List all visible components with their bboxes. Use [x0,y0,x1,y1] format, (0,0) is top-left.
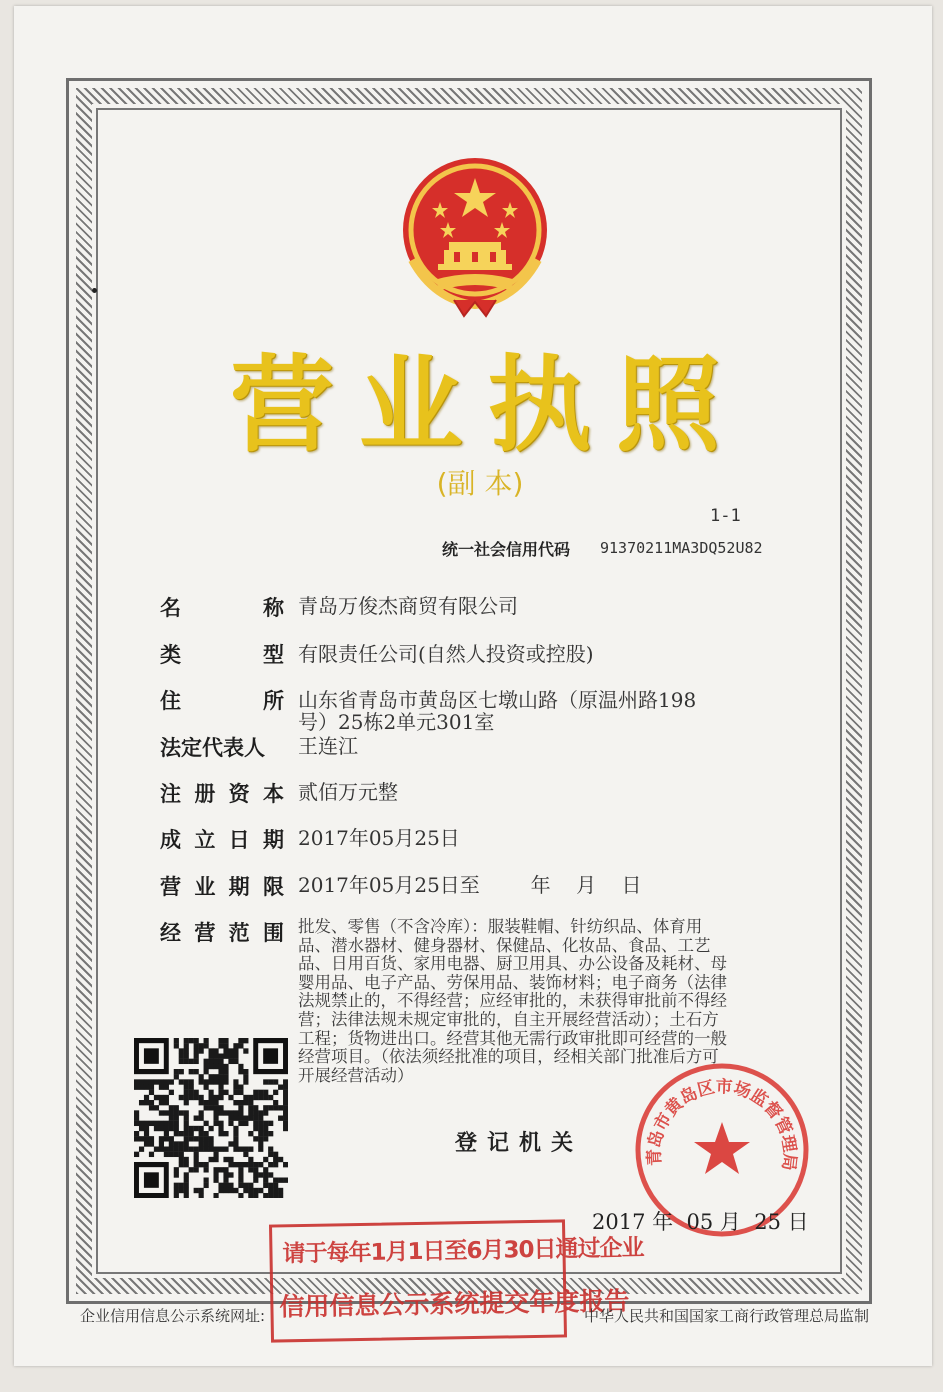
scope-line: 批发、零售（不含冷库）：服装鞋帽、针纺织品、体育用 [298,917,703,936]
scope-line: 婴用品、电子产品、劳保用品、装饰材料；电子商务（法律 [298,972,727,992]
label-char: 限 [262,875,284,899]
label-char: 经 [160,921,181,945]
name-value: 青岛万俊杰商贸有限公司 [298,594,518,618]
scope-line: 开展经营活动） [298,1065,414,1085]
registration-authority-label: 登记机关 [455,1131,584,1156]
label-char: 注 [160,782,181,806]
label-char: 称 [263,596,284,620]
established-value: 2017年05月25日 [298,826,460,850]
label-char: 名 [160,596,181,620]
label-char: 营 [194,921,216,945]
capital-value: 贰佰万元整 [298,780,398,804]
label-char: 型 [263,643,284,667]
footer-website-label: 企业信用信息公示系统网址: [80,1307,266,1325]
label-char: 日 [228,828,250,852]
label-char: 营 [160,875,181,899]
scope-line: 法规禁止的，不得经营；应经审批的，未获得审批前不得经 [298,991,727,1011]
title-char: 营 [230,344,335,466]
label-char: 资 [228,782,250,806]
national-emblem-icon [394,150,556,320]
established-label [160,824,284,854]
term-value: 2017年05月25日至 年 月 日 [298,873,642,897]
name-label [160,592,284,622]
label-char: 期 [262,828,284,852]
type-label [160,639,284,669]
address-value-line2: 号）25栋2单元301室 [298,710,495,734]
credit-code-label: 统一社会信用代码 [442,540,571,559]
label-char: 成 [160,828,181,852]
label-char: 册 [194,782,216,806]
copy-subtitle: (副 本) [436,467,524,500]
credit-code-value: 91370211MA3DQ52U82 [600,539,763,557]
title-char: 执 [487,344,592,466]
scope-line: 品、日用百货、家用电器、厨卫用具、办公设备及耗材、母 [298,954,727,974]
title-char: 业 [358,344,463,466]
license-title [230,336,720,466]
footer-issuer: 中华人民共和国国家工商行政管理总局监制 [584,1307,870,1325]
type-value: 有限责任公司(自然人投资或控股) [298,642,594,666]
term-label [160,871,284,901]
scope-label [160,917,284,947]
label-char: 期 [228,875,250,899]
address-label [160,685,284,715]
label-char: 围 [262,921,284,945]
registration-date: 2017 年 05 月 25 日 [592,1210,809,1234]
label-char: 立 [194,828,216,852]
label-char: 所 [263,689,284,713]
address-value-line1: 山东省青岛市黄岛区七墩山路（原温州路198 [298,688,697,712]
label-char: 住 [160,689,181,713]
annual-stamp-line2: 信用信息公示系统提交年度报告 [279,1286,630,1322]
label-char: 范 [228,921,250,945]
seal-text: 青岛市黄岛区市场监督管理局 [644,1077,800,1172]
annual-report-stamp [269,1219,644,1342]
qr-code-icon[interactable] [134,1038,288,1198]
scope-line: 品、潜水器材、健身器材、保健品、化妆品、食品、工艺 [298,935,711,955]
label-char: 业 [194,875,216,899]
ink-dot [92,288,97,293]
scope-line: 营；法律法规未规定审批的，自主开展经营活动）；土石方 [298,1009,719,1029]
label-char: 类 [160,643,181,667]
title-char: 照 [615,344,720,466]
label-char: 本 [262,782,284,806]
scope-line: 经营项目。（依法须经批准的项目，经相关部门批准后方可 [298,1047,719,1067]
scope-line: 工程；货物进出口。经营其他无需行政审批即可经营的一般 [298,1028,727,1048]
annual-stamp-line1: 请于每年1月1日至6月30日通过企业 [282,1235,644,1268]
copy-number: 1-1 [710,506,741,526]
legal-rep-label: 法定代表人 [160,736,265,760]
legal-rep-value: 王连江 [298,734,358,758]
capital-label [160,778,284,808]
